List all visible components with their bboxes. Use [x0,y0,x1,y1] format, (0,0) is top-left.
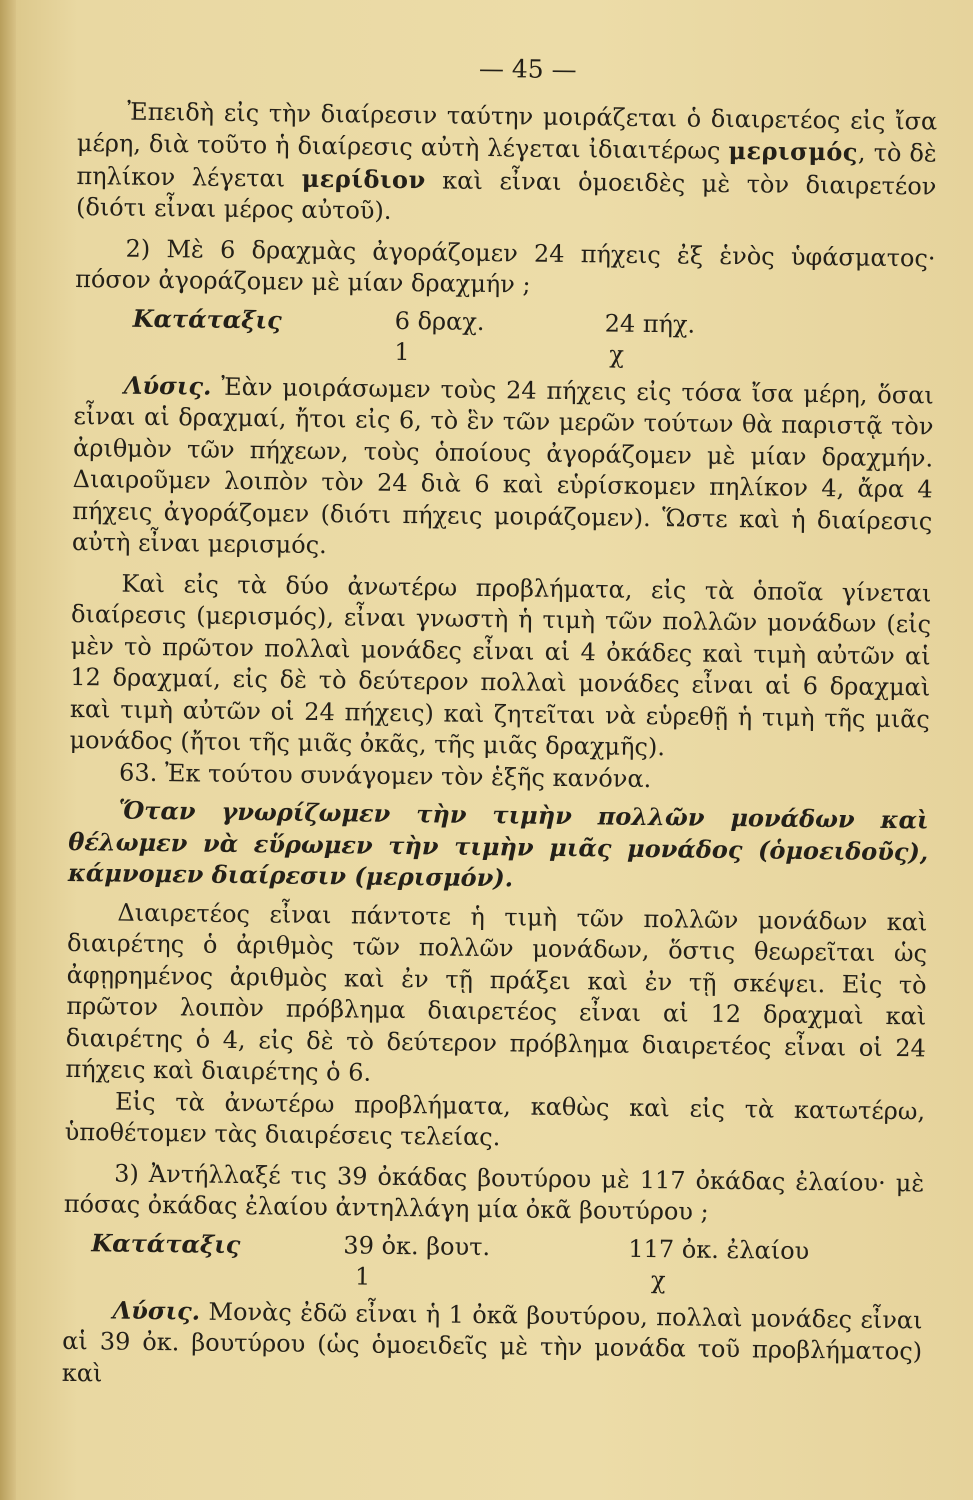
division-rule: Ὅταν γνωρίζωμεν τὴν τιμὴν πολλῶν μονάδων καὶ θέλωμεν νὰ εὕρωμεν τὴν τιμὴν μιᾶς μονάδος (ὁμοειδοῦς), κάμνομεν διαίρεσιν (μερισμόν). [67,795,929,893]
solution-text: Μονὰς ἐδῶ εἶναι ἡ 1 ὀκᾶ βουτύρου, πολλαὶ μονάδες εἶναι αἱ 39 ὀκ. βουτύρου (ὡς ὁμοειδεῖς μὲ τὴν μονάδα τοῦ προβλήματος) καὶ [61,1297,923,1387]
layout-right-bottom: χ [609,340,625,369]
problem-3-solution [62,1293,923,1399]
paragraph-text: Ἐπειδὴ εἰς τὴν διαίρεσιν ταύτην μοιράζεται ὁ διαιρετέος εἰς ἴσα μέρη, διὰ τοῦτο ἡ διαίρεσις αὐτὴ λέγεται ἰδιαιτέρως [76,97,938,165]
solution-label: Λύσις. [123,370,212,401]
layout-right-top: 24 πήχ. [604,308,696,339]
term-meridion: μερίδιον [301,163,426,194]
layout-left-top: 39 ὀκ. βουτ. [343,1230,491,1261]
page-number: — 45 — [478,53,577,85]
problem-2-question: 2) Μὲ 6 δραχμὰς ἀγοράζομεν 24 πήχεις ἐξ ἑνὸς ὑφάσματος· πόσον ἀγοράζομεν μὲ μίαν δραχμήν ; [75,234,936,299]
layout-left-bottom: 1 [394,337,410,367]
problem-2-solution [72,368,934,568]
section-63-heading: 63. Ἐκ τούτου συνάγομεν τὸν ἑξῆς κανόνα. [118,758,652,793]
paragraph-assumption: Εἰς τὰ ἀνωτέρω προβλήματα, καθὼς καὶ εἰς τὰ κατωτέρω, ὑποθέτομεν τὰς διαιρέσεις τελείας. [64,1087,926,1152]
layout-right-bottom: χ [650,1266,666,1295]
paragraph-partition-definition [76,95,937,233]
layout-label: Κατάταξις [132,303,282,335]
paragraph-both-problems: Καὶ εἰς τὰ δύο ἀνωτέρω προβλήματα, εἰς τὰ ὁποῖα γίνεται διαίρεσις (μερισμός), εἶναι γνωστὴ ἡ τιμὴ τῶν πολλῶν μονάδων (εἰς μὲν τὸ πρῶτον πολλαὶ μονάδες εἶναι αἱ 4 ὀκάδες καὶ τιμὴ αὐτῶν αἱ 12 δραχμαί, εἰς δὲ τὸ δεύτερον πολλαὶ μονάδες εἶναι αἱ 6 δραχμαὶ καὶ τιμὴ αὐτῶν οἱ 24 πήχεις) καὶ ζητεῖται νὰ εὑρεθῇ ἡ τιμὴ τῆς μιᾶς μονάδος (ἤτοι τῆς μιᾶς ὀκᾶς, τῆς μιᾶς δραχμῆς). [69,569,932,762]
layout-label: Κατάταξις [91,1227,241,1259]
layout-right-top: 117 ὀκ. ἐλαίου [628,1234,810,1265]
solution-label: Λύσις. [112,1295,201,1326]
page-content [62,48,938,1399]
layout-left-bottom: 1 [354,1262,371,1291]
paragraph-text: , τὸ δὲ πηλίκον λέγεται [76,138,937,193]
solution-text: Ἐὰν μοιράσωμεν τοὺς 24 πήχεις εἰς τόσα ἴσα μέρη, ὅσαι εἶναι αἱ δραχμαί, ἤτοι εἰς 6, τὸ ἓν τῶν μερῶν τούτων θὰ παριστᾷ τὸν ἀριθμὸν τῶν πήχεων, τοὺς ὁποίους ἀγοράζομεν μὲ μίαν δραχμήν. Διαιροῦμεν λοιπὸν τὸν 24 διὰ 6 καὶ εὑρίσκομεν πηλίκον 4, ἄρα 4 πήχεις ἀγοράζομεν (διότι πήχεις μοιράζομεν). Ὥστε καὶ ἡ διαίρεσις αὐτὴ εἶναι μερισμός. [71,372,934,560]
layout-left-top: 6 δραχ. [394,306,485,336]
binding-gutter [0,0,16,1500]
problem-3-question: 3) Ἀντήλλαξέ τις 39 ὀκάδας βουτύρου μὲ 117 ὀκάδας ἐλαίου· μὲ πόσας ὀκάδας ἐλαίου ἀντηλλάγη μία ὀκᾶ βουτύρου ; [63,1159,925,1226]
paragraph-divisor: Διαιρετέος εἶναι πάντοτε ἡ τιμὴ τῶν πολλῶν μονάδων καὶ διαιρέτης ὁ ἀριθμὸς τῶν πολλῶν μονάδων, ὅστις θεωρεῖται ὡς ἀφῃρημένος ἀριθμὸς καὶ ἐν τῇ πράξει καὶ ἐν τῇ σκέψει. Εἰς τὸ πρῶτον λοιπὸν πρόβλημα διαιρετέος εἶναι αἱ 12 δραχμαὶ καὶ διαιρέτης ὁ 4, εἰς δὲ τὸ δεύτερον πρόβλημα διαιρετέος εἶναι οἱ 24 πήχεις καὶ διαιρέτης ὁ 6. [65,898,928,1087]
term-merismos: μερισμός [728,135,859,167]
paragraph-text: καὶ εἶναι ὁμοειδὲς μὲ τὸν διαιρετέον (διότι εἶναι μέρος αὐτοῦ). [75,165,937,225]
